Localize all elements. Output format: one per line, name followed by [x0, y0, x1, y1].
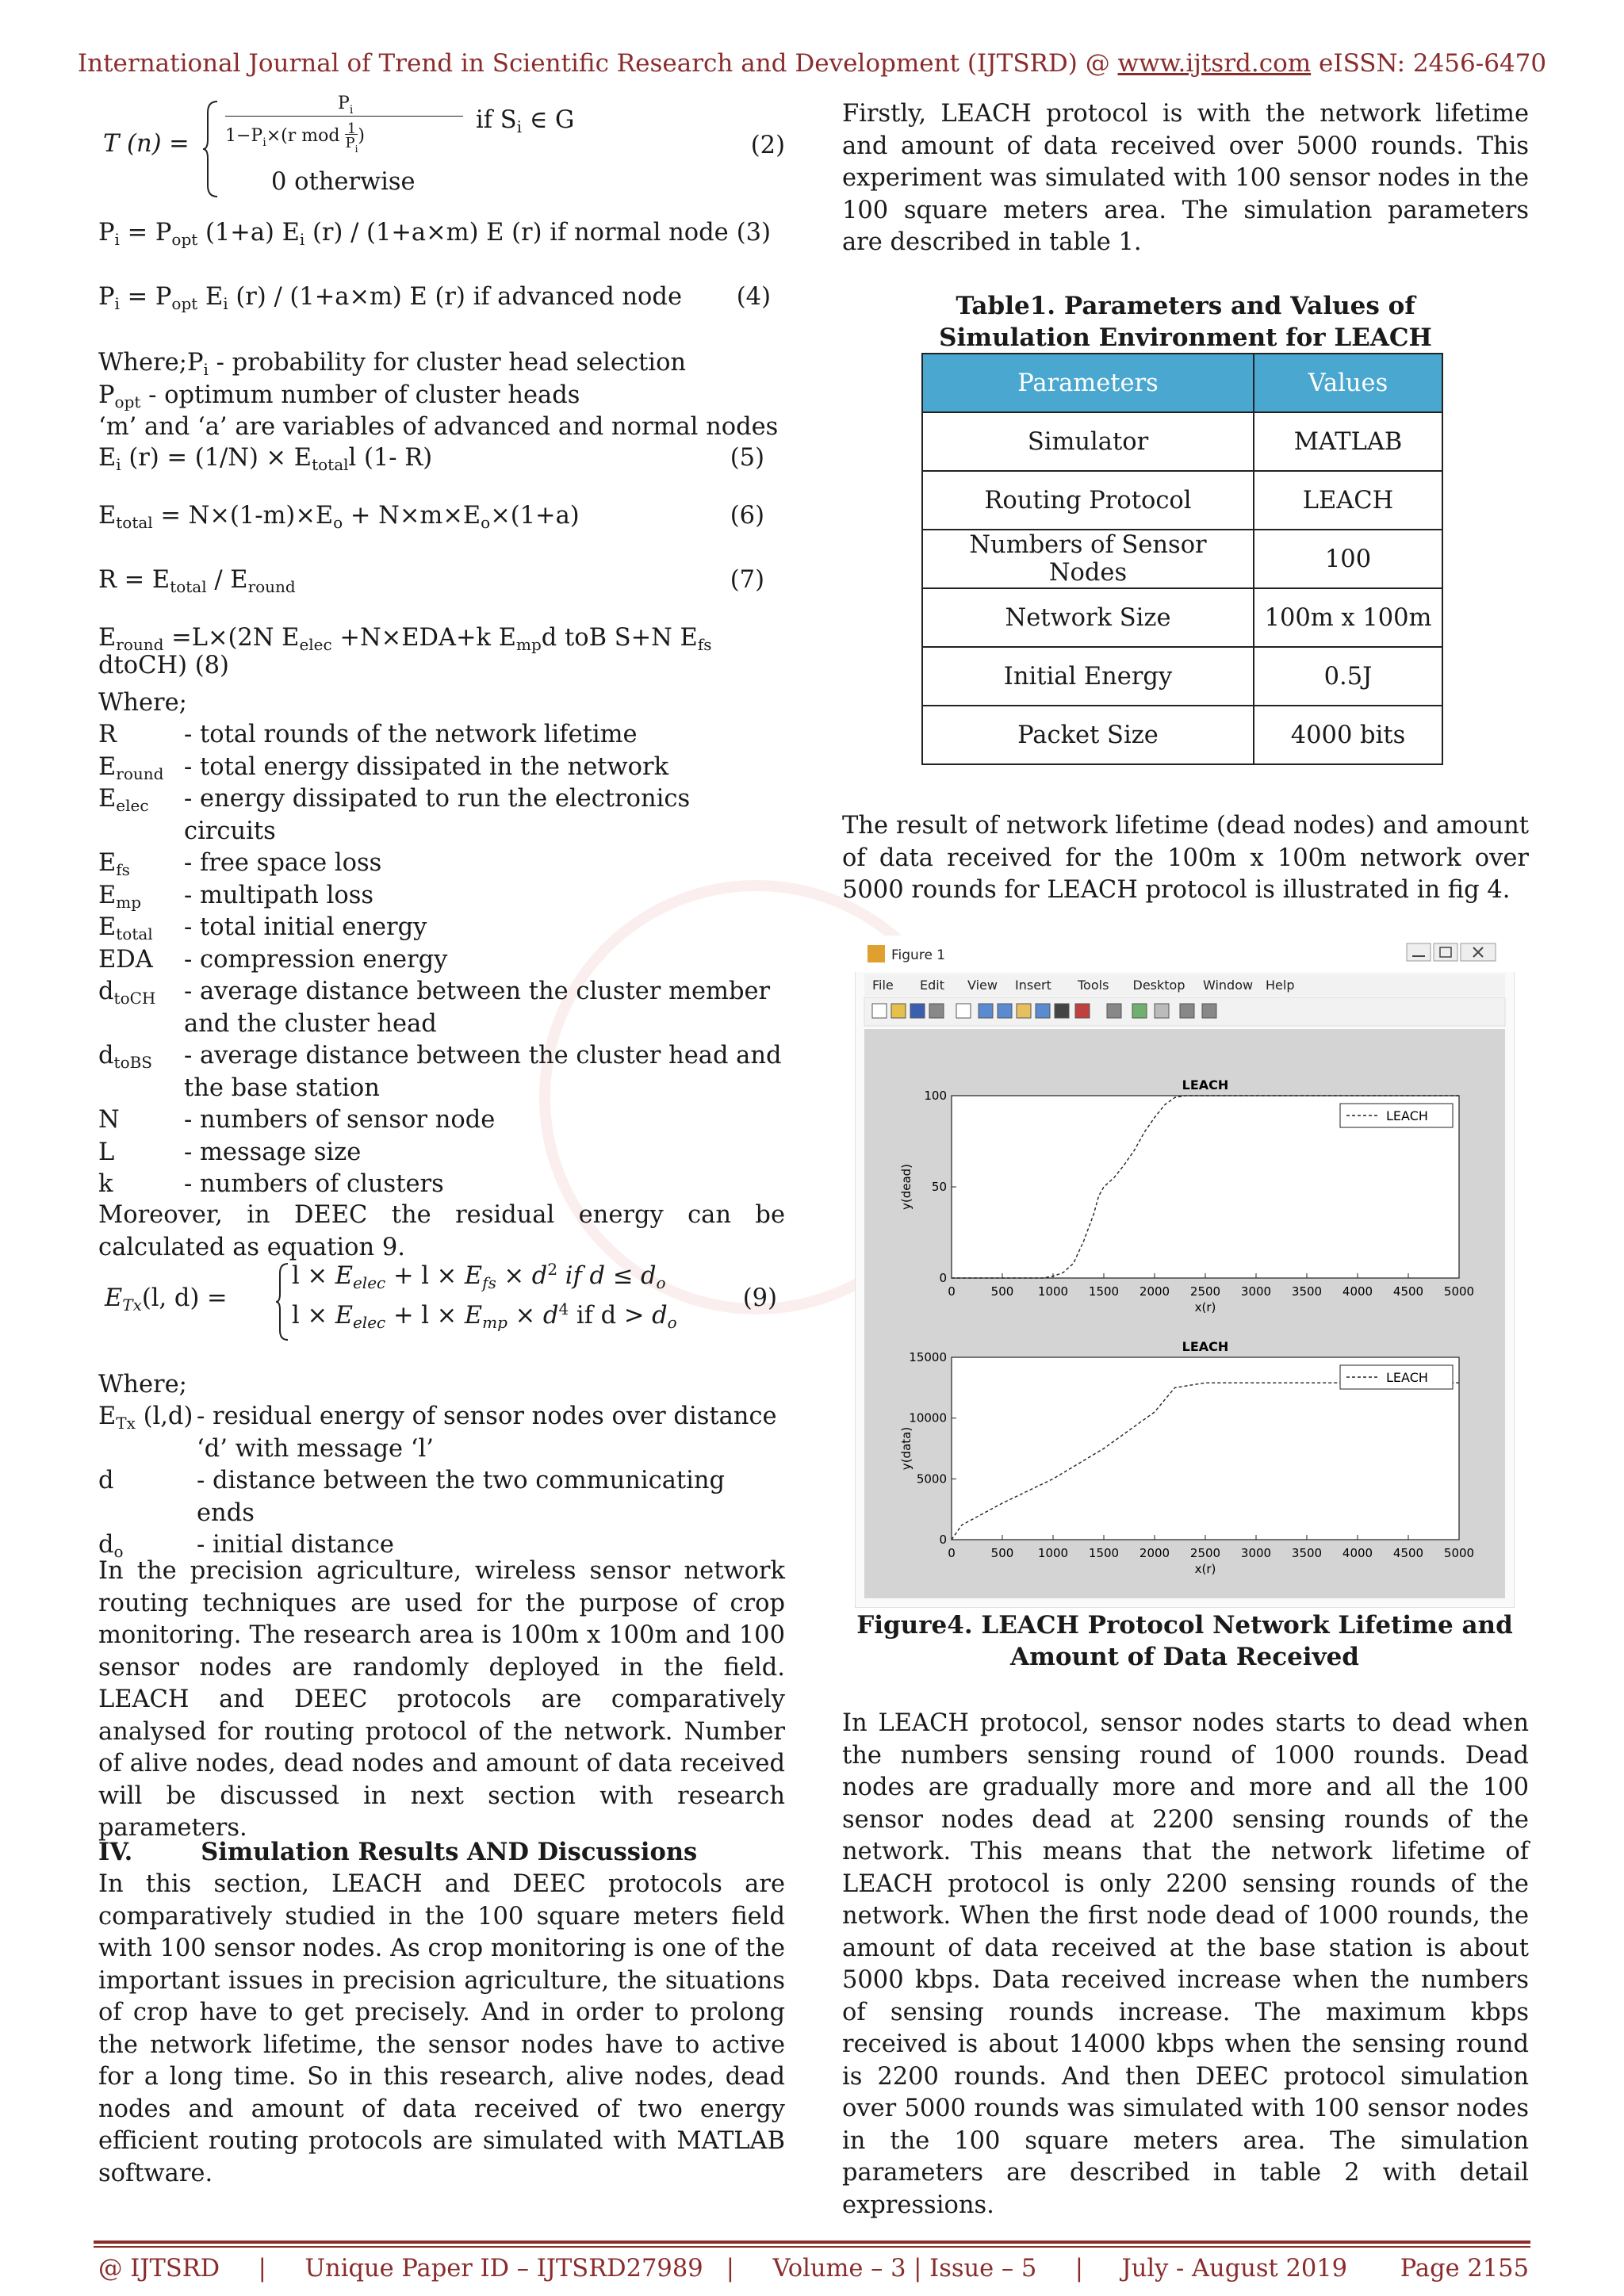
table-header-parameters: Parameters [922, 354, 1254, 412]
journal-header [0, 49, 1624, 78]
equation-5: $E_i$ $(r) = (1/N) \times E_{total}l$ (1- R) (5) [98, 444, 764, 474]
eq6-number: (6) [730, 502, 764, 530]
definition-row [98, 719, 785, 752]
show-tools-icon[interactable] [1202, 1004, 1216, 1018]
rotate-icon[interactable] [1036, 1004, 1050, 1018]
definition-text: - average distance between the cluster head and the base station [184, 1042, 782, 1102]
y-tick-label: 10000 [909, 1410, 947, 1425]
y-axis-label: y(data) [899, 1426, 914, 1471]
page-footer [98, 2255, 1529, 2283]
zoom-in-icon[interactable] [979, 1004, 993, 1018]
definition-row [98, 1465, 785, 1529]
definition-symbol: $E_{elec}$ [98, 785, 149, 815]
chart-title: LEACH [1182, 1077, 1229, 1093]
y-tick-label: 5000 [916, 1471, 947, 1487]
table-cell: MATLAB [1254, 412, 1442, 471]
definition-text: - residual energy of sensor nodes over distance ‘d’ with message ‘l’ [197, 1402, 777, 1463]
x-tick-label: 1500 [1088, 1546, 1120, 1560]
table-cell: Simulator [922, 412, 1254, 471]
section-number: IV. [98, 1838, 133, 1866]
y-tick-label: 50 [931, 1180, 947, 1194]
table-row [922, 412, 1442, 471]
table-row [922, 706, 1442, 764]
equation-6: $E_{total} = N\times(1-m)\times E_o + N\times m\times E_o\times(1+a)$ (6) [98, 502, 764, 532]
menu-item-window[interactable]: Window [1203, 978, 1254, 993]
x-tick-label: 0 [948, 1284, 956, 1299]
paragraph-result-intro: The result of network lifetime (dead nodes) and amount of data received for the 100m x 100m network over 5000 rounds for LEACH protocol is illustrated in fig 4. [842, 812, 1529, 904]
print-icon[interactable] [929, 1004, 944, 1018]
definition-text: - distance between the two communicating ends [197, 1467, 726, 1527]
pointer-icon[interactable] [956, 1004, 971, 1018]
equation-3: $P_i = P_{opt}$ (1+a) $E_i$ (r) / (1+a×m) E (r) if normal node (3) [98, 219, 771, 249]
minimize-button[interactable] [1407, 943, 1431, 961]
definition-symbol: N [98, 1106, 120, 1134]
x-tick-label: 4000 [1342, 1284, 1373, 1299]
data-cursor-icon[interactable] [1055, 1004, 1069, 1018]
x-tick-label: 2500 [1189, 1284, 1221, 1299]
x-tick-label: 4500 [1392, 1284, 1424, 1299]
matlab-figure-window [855, 936, 1515, 1608]
deec-intro: Moreover, in DEEC the residual energy can be calculated as equation 9. [98, 1201, 785, 1261]
legend-label: LEACH [1386, 1108, 1428, 1123]
definition-row [98, 1169, 785, 1201]
definition-text: - average distance between the cluster member and the cluster head [184, 978, 771, 1038]
journal-url-link[interactable]: www.ijtsrd.com [1117, 49, 1312, 78]
menu-item-insert[interactable]: Insert [1015, 978, 1051, 993]
toolbar-icons [872, 1004, 1216, 1018]
table-cell: Packet Size [922, 706, 1254, 764]
table-cell: 100m x 100m [1254, 588, 1442, 647]
legend-label: LEACH [1386, 1370, 1428, 1385]
definition-text: - energy dissipated to run the electronics circuits [184, 785, 691, 845]
x-tick-label: 2500 [1189, 1546, 1221, 1560]
new-figure-icon[interactable] [872, 1004, 887, 1018]
x-tick-label: 500 [990, 1284, 1014, 1299]
footer-rule-thin [94, 2246, 1530, 2248]
definition-row [98, 1401, 785, 1465]
table-row [922, 588, 1442, 647]
eq4-number: (4) [736, 283, 771, 311]
definition-row [98, 1040, 785, 1104]
definition-symbol: $d_{toBS}$ [98, 1042, 153, 1072]
symbol-definitions [98, 719, 785, 1201]
menu-item-view[interactable]: View [967, 978, 998, 993]
definition-text: - initial distance [197, 1531, 394, 1559]
paragraph-precision-agriculture: In the precision agriculture, wireless sensor network routing techniques are used for the purpose of crop monitoring. The research area is 100m x 100m and 100 sensor nodes are randomly deployed in the field. LEACH and DEEC protocols are comparatively analysed for routing protocol of the network. Number of alive nodes, dead nodes and amount of data received will be discussed in next section with research parameters. [98, 1557, 785, 1842]
footer-rule [94, 2241, 1530, 2244]
x-tick-label: 4500 [1392, 1546, 1424, 1560]
equation-7: $R = E_{total} / E_{round}$ (7) [98, 566, 764, 596]
section-heading [98, 1836, 785, 1869]
definition-symbol: $E_{mp}$ [98, 881, 142, 912]
window-title: Figure 1 [891, 947, 946, 963]
chart-title: LEACH [1182, 1339, 1229, 1354]
equation-8: $E_{round} =L\times(2N$ $E_{elec} +N\times EDA+k$ $E_{mp}d$ toB S+N $E_{fs}$ dtoCH) (8) [98, 624, 712, 679]
menu-item-file[interactable]: File [872, 978, 894, 993]
x-axis-label: x(r) [1194, 1562, 1216, 1576]
definition-row [98, 880, 785, 913]
x-tick-label: 1000 [1037, 1284, 1069, 1299]
x-tick-label: 3500 [1291, 1284, 1323, 1299]
y-tick-label: 0 [939, 1271, 947, 1285]
x-tick-label: 3000 [1240, 1284, 1272, 1299]
definition-text: - compression energy [184, 945, 448, 974]
legend-icon[interactable] [1155, 1004, 1169, 1018]
symbol-definitions-2 [98, 1401, 785, 1562]
x-axis-label: x(r) [1194, 1300, 1216, 1314]
y-tick-label: 15000 [909, 1350, 947, 1364]
x-tick-label: 500 [990, 1546, 1014, 1560]
y-axis-label: y(dead) [899, 1163, 914, 1211]
y-tick-label: 100 [924, 1089, 947, 1103]
definition-row [98, 976, 785, 1040]
eq3-number: (3) [736, 219, 771, 247]
table-cell: 100 [1254, 530, 1442, 588]
matlab-figure-svg [855, 936, 1515, 1608]
definition-symbol: $E_{total}$ [98, 913, 153, 943]
x-tick-label: 5000 [1443, 1284, 1475, 1299]
table-row [922, 647, 1442, 706]
eq9-number: (9) [742, 1284, 777, 1312]
brush-icon[interactable] [1075, 1004, 1090, 1018]
table-caption: Table1. Parameters and Values of Simulation Environment for LEACH [939, 292, 1432, 352]
eq7-number: (7) [730, 566, 764, 594]
definition-row [98, 944, 785, 977]
where-label-3: Where; [98, 1371, 187, 1399]
simulation-parameters-table [921, 353, 1443, 765]
table-header-row [922, 354, 1442, 412]
eq8-number: (8) [194, 652, 229, 679]
definition-row [98, 783, 785, 848]
definition-symbol: R [98, 721, 117, 748]
definition-symbol: L [98, 1138, 115, 1166]
definition-symbol: k [98, 1170, 113, 1198]
table-cell: Routing Protocol [922, 471, 1254, 530]
definition-text: - free space loss [184, 849, 382, 877]
eq3-condition: if normal node [550, 219, 729, 247]
eq2-denominator: 1−P [225, 126, 263, 146]
definition-symbol: $E_{round}$ [98, 752, 164, 783]
table-row [922, 471, 1442, 530]
equation-4: $P_i = P_{opt}$ $E_i$ (r) / (1+a×m) E (r) if advanced node (4) [98, 283, 771, 313]
x-tick-label: 0 [948, 1546, 956, 1560]
journal-name: International Journal of Trend in Scientific Research and Development (IJTSRD) @ [77, 49, 1118, 78]
eq4-condition: if advanced node [473, 283, 682, 311]
paragraph-leach-results: In LEACH protocol, sensor nodes starts to dead when the numbers sensing round of 1000 rounds. Dead nodes are gradually more and more and all the 100 sensor nodes dead at 2200 sensing rounds of the network. This means that the network lifetime of LEACH protocol is only 2200 sensing rounds of the network. When the first node dead of 1000 rounds, the amount of data received at the base station is about 5000 kbps. Data received increase when the numbers of sensing rounds increase. The maximum kbps received is about 14000 kbps when the sensing round is 2200 rounds. And then DEEC protocol simulation over 5000 rounds was simulated with 100 sensor nodes in the 100 square meters area. The simulation parameters are described in table 2 with detail expressions. [842, 1709, 1529, 2219]
definition-text: - total rounds of the network lifetime [184, 721, 638, 748]
footer-info: @ IJTSRD | Unique Paper ID – IJTSRD27989 | Volume – 3 | Issue – 5 | July - August 2019 [98, 2255, 1348, 2283]
link-icon[interactable] [1107, 1004, 1121, 1018]
x-tick-label: 5000 [1443, 1546, 1475, 1560]
journal-issn: eISSN: 2456-6470 [1311, 49, 1547, 78]
table-row [922, 530, 1442, 588]
eq2-lhs: T (n) = [103, 130, 190, 158]
definition-text: - numbers of clusters [184, 1170, 444, 1198]
save-icon[interactable] [910, 1004, 925, 1018]
paragraph-section-intro: In this section, LEACH and DEEC protocols are comparatively studied in the 100 square meters field with 100 sensor nodes. As crop monitoring is one of the important issues in precision agriculture, the situations of crop have to get precisely. And in order to prolong the network lifetime, the sensor nodes have to active for a long time. So in this research, alive nodes, dead nodes and amount of data received of two energy efficient routing protocols are simulated with MATLAB software. [98, 1870, 785, 2187]
pan-icon[interactable] [1017, 1004, 1031, 1018]
where-label-2: Where; [98, 689, 187, 717]
maximize-button[interactable] [1434, 943, 1457, 961]
definition-symbol: $d_o$ [98, 1531, 124, 1561]
table-cell: 0.5J [1254, 647, 1442, 706]
eq2-fraction-bar [225, 116, 463, 117]
x-tick-label: 4000 [1342, 1546, 1373, 1560]
eq2-numerator: P [338, 94, 350, 113]
definition-row [98, 1104, 785, 1137]
open-file-icon[interactable] [891, 1004, 906, 1018]
eq2-number: (2) [750, 132, 785, 159]
equation-9: $E_{Tx}(l$, d) = $l \times E_{elec} + l \times E_{fs} \times d^2$ if $d \le d_o$ $l \times E_{elec} + l \times E_{mp} \times d^4$ if $d > d_o$ (9) [98, 1262, 785, 1341]
window-controls [1407, 943, 1496, 961]
menu-item-help[interactable]: Help [1266, 978, 1295, 993]
table-cell: Initial Energy [922, 647, 1254, 706]
colorbar-icon[interactable] [1132, 1004, 1147, 1018]
x-tick-label: 2000 [1139, 1284, 1170, 1299]
figure-caption: Figure4. LEACH Protocol Network Lifetime and Amount of Data Received [856, 1611, 1513, 1671]
definition-symbol: $E_{Tx}$ (l,d) [98, 1402, 193, 1433]
paragraph-leach-intro: Firstly, LEACH protocol is with the network lifetime and amount of data received over 5000 rounds. This experiment was simulated with 100 sensor nodes in the 100 square meters area. The simulation parameters are described in table 1. [842, 100, 1529, 256]
section-title: Simulation Results AND Discussions [201, 1838, 698, 1866]
menu-items [872, 978, 1294, 993]
menu-item-tools[interactable]: Tools [1078, 978, 1109, 993]
table-header-values: Values [1254, 354, 1442, 412]
definition-symbol: d [98, 1467, 114, 1494]
definition-symbol: EDA [98, 945, 153, 974]
definition-text: - numbers of sensor node [184, 1106, 496, 1134]
menu-item-desktop[interactable]: Desktop [1132, 978, 1185, 993]
x-tick-label: 3000 [1240, 1546, 1272, 1560]
definition-text: - total energy dissipated in the network [184, 752, 669, 781]
table-cell: Numbers of Sensor Nodes [922, 530, 1254, 588]
table-cell: Network Size [922, 588, 1254, 647]
equation-2: T (n) = $P_i$ $1-P_i\times(r$ mod $\frac{1}{P_i}$) if $S_i$ ∈ G 0 otherwise (2) [98, 89, 785, 208]
definition-text: - total initial energy [184, 913, 427, 941]
zoom-out-icon[interactable] [998, 1004, 1012, 1018]
table-cell: 4000 bits [1254, 706, 1442, 764]
definition-row [98, 912, 785, 944]
definition-text: - multipath loss [184, 881, 374, 909]
definition-symbol: $E_{fs}$ [98, 849, 130, 879]
definition-row [98, 1137, 785, 1169]
definition-text: - message size [184, 1138, 362, 1166]
definition-row [98, 848, 785, 880]
eq2-condition: if S [476, 106, 517, 134]
x-tick-label: 3500 [1291, 1546, 1323, 1560]
eq2-brace [201, 100, 220, 198]
where-block-1: $Where;P_i$ - probability for cluster head selection $P_{opt}$ - optimum number of cluster heads ‘m’ and ‘a’ are variables of advanced and normal nodes [98, 349, 779, 441]
table-cell: LEACH [1254, 471, 1442, 530]
eq2-otherwise: 0 otherwise [271, 168, 416, 196]
hide-tools-icon[interactable] [1180, 1004, 1194, 1018]
page-number: Page 2155 [1400, 2255, 1529, 2283]
eq9-brace [274, 1262, 290, 1341]
x-tick-label: 1000 [1037, 1546, 1069, 1560]
eq5-number: (5) [730, 444, 764, 472]
menu-item-edit[interactable]: Edit [920, 978, 944, 993]
x-tick-label: 2000 [1139, 1546, 1170, 1560]
y-tick-label: 0 [939, 1533, 947, 1547]
x-tick-label: 1500 [1088, 1284, 1120, 1299]
matlab-logo-icon [868, 945, 885, 962]
definition-row [98, 752, 785, 784]
definition-symbol: $d_{toCH}$ [98, 978, 156, 1008]
